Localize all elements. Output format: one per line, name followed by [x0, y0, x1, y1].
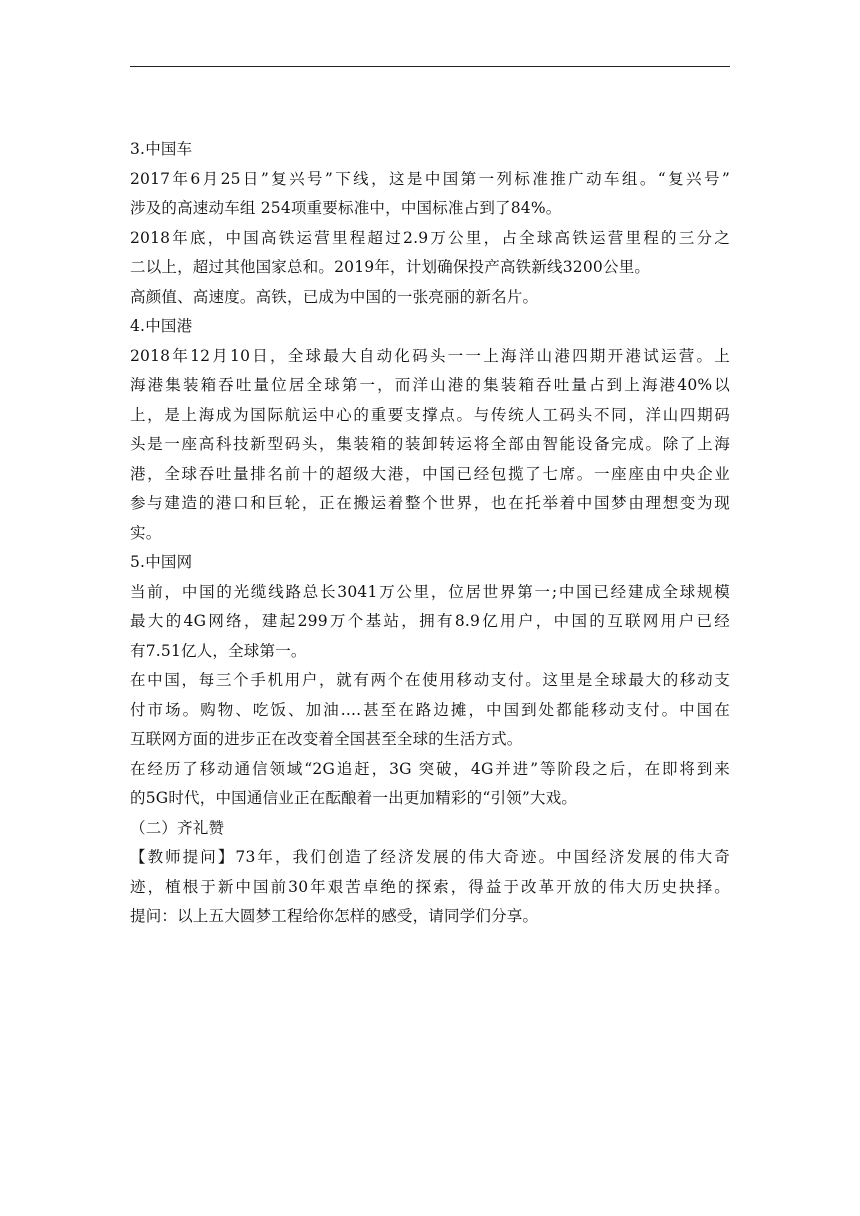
paragraph-line: 实。	[130, 523, 162, 542]
paragraph-line: 最大的4G网络，建起299万个基站，拥有8.9亿用户，中国的互联网用户已经	[130, 612, 730, 630]
paragraph-line: 港，全球吞吐量排名前十的超级大港，中国已经包揽了七席。一座座由中央企业	[130, 464, 730, 483]
paragraph-line: 高颜值、高速度。高铁，已成为中国的一张亮丽的新名片。	[130, 287, 539, 306]
paragraph-line: 涉及的高速动车组 254项重要标准中，中国标准占到了84%。	[130, 199, 562, 217]
paragraph-line: 的5G时代，中国通信业正在酝酿着一出更加精彩的“引领”大戏。	[130, 789, 578, 807]
paragraph-line: 迹，植根于新中国前30年艰苦卓绝的探索，得益于改革开放的伟大历史抉择。	[130, 877, 730, 896]
paragraph-line: 提问：以上五大圆梦工程给你怎样的感受，请同学们分享。	[130, 907, 539, 925]
section-heading-china-network: 5.中国网	[130, 553, 193, 571]
paragraph-line: 二以上，超过其他国家总和。2019年，计划确保投产高铁新线3200公里。	[130, 258, 651, 276]
paragraph-line: 互联网方面的进步正在改变着全国甚至全球的生活方式。	[130, 730, 523, 748]
paragraph-line: 2017年6月25日”复兴号”下线，这是中国第一列标准推广动车组。“复兴号”	[130, 169, 730, 188]
document-body	[130, 135, 730, 932]
paragraph-line: 当前，中国的光缆线路总长3041万公里，位居世界第一;中国已经建成全球规模	[130, 582, 730, 601]
paragraph-line: 2018年底，中国高铁运营里程超过2.9万公里，占全球高铁运营里程的三分之	[130, 228, 730, 247]
section-heading-china-train: 3.中国车	[130, 140, 193, 158]
paragraph-line: 上，是上海成为国际航运中心的重要支撑点。与传统人工码头不同，洋山四期码	[130, 405, 730, 424]
paragraph-line: 有7.51亿人，全球第一。	[130, 641, 307, 660]
paragraph-line: 在经历了移动通信领域“2G追赶，3G 突破，4G并进”等阶段之后，在即将到来	[130, 759, 730, 778]
header-rule	[130, 66, 730, 67]
paragraph-line: 付市场。购物、吃饭、加油....甚至在路边摊，中国到处都能移动支付。中国在	[130, 700, 730, 719]
section-heading-praise: （二）齐礼赞	[130, 818, 225, 837]
section-heading-china-port: 4.中国港	[130, 317, 193, 335]
paragraph-line: 2018年12月10日，全球最大自动化码头一一上海洋山港四期开港试运营。上	[130, 346, 730, 365]
paragraph-line: 参与建造的港口和巨轮，正在搬运着整个世界，也在托举着中国梦由理想变为现	[130, 494, 730, 512]
paragraph-line: 在中国，每三个手机用户，就有两个在使用移动支付。这里是全球最大的移动支	[130, 671, 730, 689]
paragraph-line: 海港集装箱吞吐量位居全球第一，而洋山港的集装箱吞吐量占到上海港40%以	[130, 376, 730, 394]
paragraph-line: 【教师提问】73年，我们创造了经济发展的伟大奇迹。中国经济发展的伟大奇	[130, 848, 730, 866]
paragraph-line: 头是一座高科技新型码头，集装箱的装卸转运将全部由智能设备完成。除了上海	[130, 435, 730, 453]
